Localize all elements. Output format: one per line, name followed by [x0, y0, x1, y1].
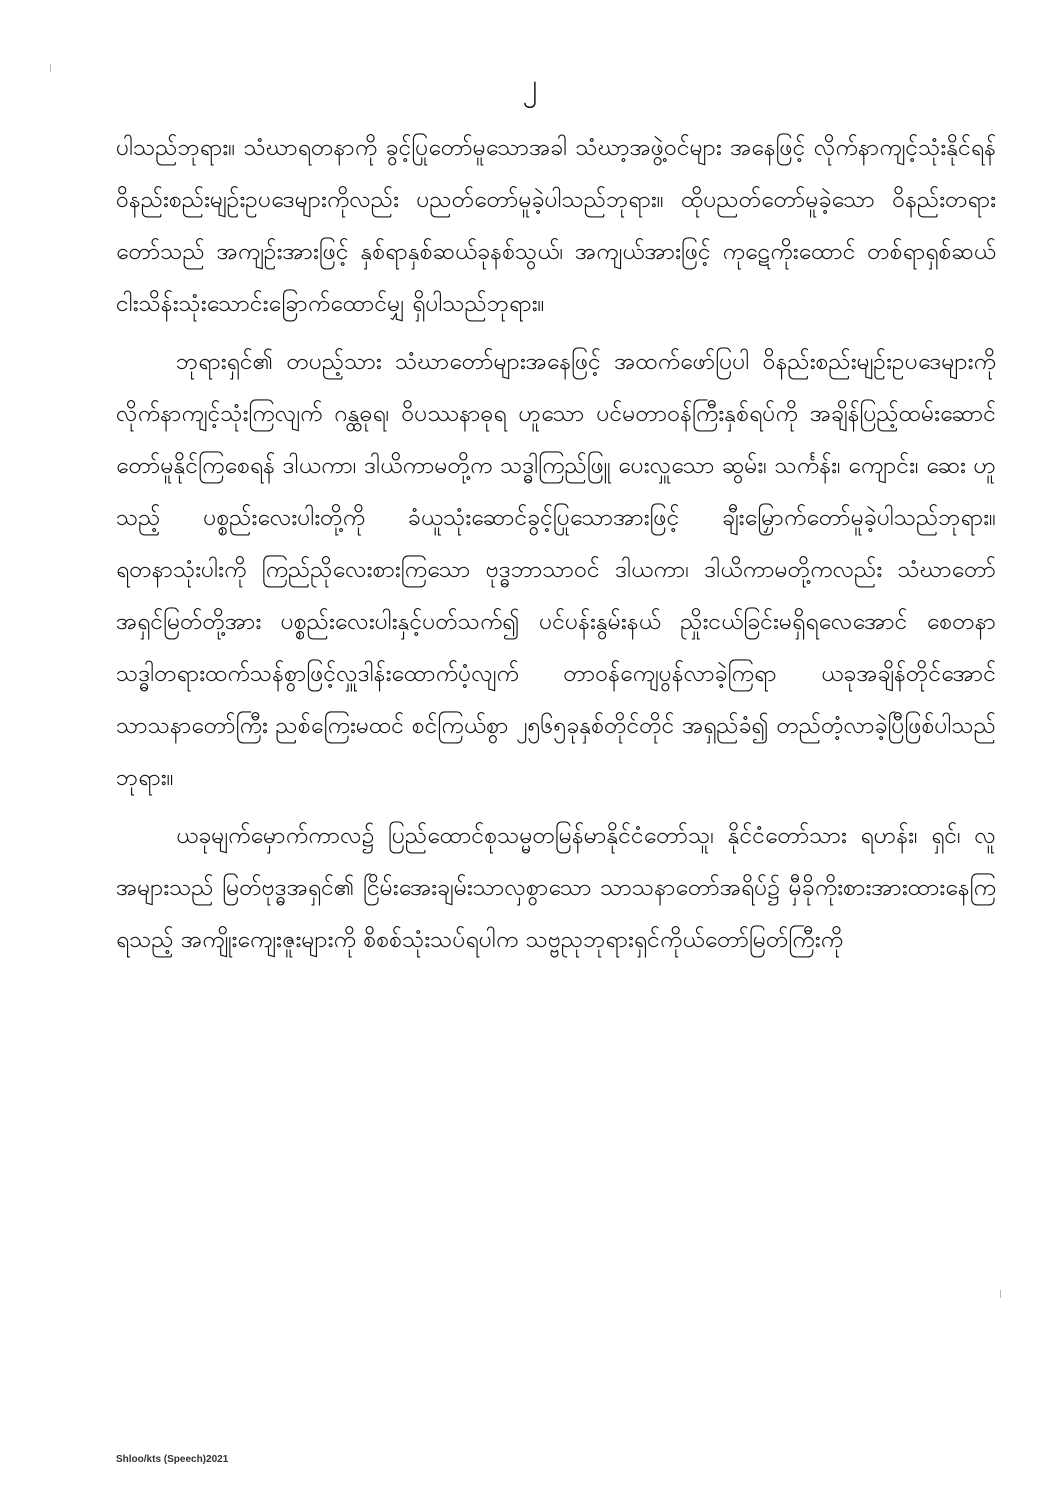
paragraph-2: ဘုရားရှင်၏ တပည့်သား သံဃာတော်များအနေဖြင့် အထက်ဖော်ပြပါ ဝိနည်းစည်းမျဉ်းဥပဒေများကို လိုက်နာကျင့်သုံးကြလျက် ဂန္ထဓုရ၊ ဝိပဿနာဓုရ ဟူသော ပင်မတာဝန်ကြီးနှစ်ရပ်ကို အချိန်ပြည့်ထမ်းဆောင်တော်မူနိုင်ကြစေရန် ဒါယကာ၊ ဒါယိကာမတို့က သဒ္ဓါကြည်ဖြူ ပေးလှူသော ဆွမ်း၊ သင်္ကန်း၊ ကျောင်း၊ ဆေး ဟူသည့် ပစ္စည်းလေးပါးတို့ကို ခံယူသုံးဆောင်ခွင့်ပြုသောအားဖြင့် ချီးမြှောက်တော်မူခဲ့ပါသည်ဘုရား။ ရတနာသုံးပါးကို ကြည်ညိုလေးစားကြသော ဗုဒ္ဓဘာသာဝင် ဒါယကာ၊ ဒါယိကာမတို့ကလည်း သံဃာတော်အရှင်မြတ်တို့အား ပစ္စည်းလေးပါးနှင့်ပတ်သက်၍ ပင်ပန်းနွမ်းနယ် ညှိုးငယ်ခြင်းမရှိရလေအောင် စေတနာသဒ္ဓါတရားထက်သန်စွာဖြင့်လှူဒါန်းထောက်ပံ့လျက် တာဝန်ကျေပွန်လာခဲ့ကြရာ ယခုအချိန်တိုင်အောင် သာသနာတော်ကြီး ညစ်ကြေးမထင် စင်ကြယ်စွာ ၂၅၆၅ခုနှစ်တိုင်တိုင် အရှည်ခံ၍ တည်တံ့လာခဲ့ပြီဖြစ်ပါသည်ဘုရား။: [116, 349, 996, 791]
paragraph-1: ပါသည်ဘုရား။ သံဃာရတနာကို ခွင့်ပြုတော်မူသောအခါ သံဃာ့အဖွဲ့ဝင်များ အနေဖြင့် လိုက်နာကျင့်သုံးနိုင်ရန် ဝိနည်းစည်းမျဉ်းဥပဒေများကိုလည်း ပညတ်တော်မူခဲ့ပါသည်ဘုရား။ ထိုပညတ်တော်မူခဲ့သော ဝိနည်းတရားတော်သည် အကျဉ်းအားဖြင့် နှစ်ရာနှစ်ဆယ်ခုနစ်သွယ်၊ အကျယ်အားဖြင့် ကုဋေကိုးထောင် တစ်ရာရှစ်ဆယ်ငါးသိန်းသုံးသောင်းခြောက်ထောင်မျှ ရှိပါသည်ဘုရား။: [116, 135, 996, 317]
scan-speck: [1000, 1290, 1001, 1298]
footer-reference: Shloo/kts (Speech)2021: [116, 1454, 229, 1465]
scan-speck: [50, 64, 51, 72]
paragraph-3: ယခုမျက်မှောက်ကာလ၌ ပြည်ထောင်စုသမ္မတမြန်မာနိုင်ငံတော်သူ၊ နိုင်ငံတော်သား ရဟန်း၊ ရှင်၊ လူ အများသည် မြတ်ဗုဒ္ဓအရှင်၏ ငြိမ်းအေးချမ်းသာလှစွာသော သာသနာတော်အရိပ်၌ မှီခိုကိုးစားအားထားနေကြရသည့် အကျိုးကျေးဇူးများကို စိစစ်သုံးသပ်ရပါက သဗ္ဗညုဘုရားရှင်ကိုယ်တော်မြတ်ကြီးကို: [116, 823, 996, 953]
page-number: ၂: [522, 68, 538, 103]
body-text: [116, 122, 996, 966]
